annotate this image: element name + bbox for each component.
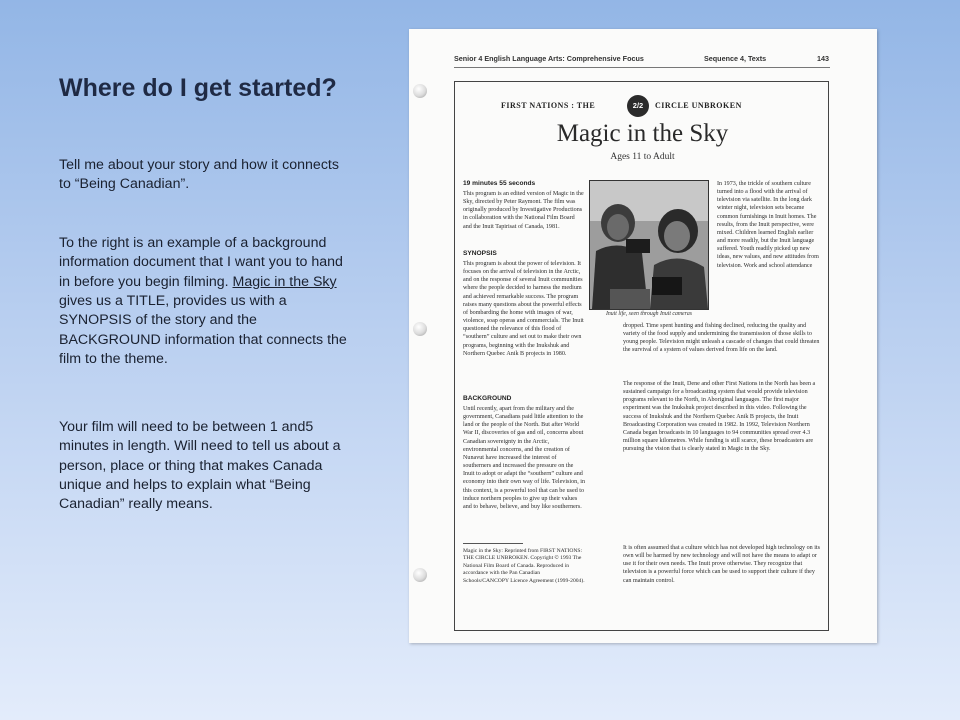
intro-text: This program is an edited version of Magic in the Sky, directed by Peter Raymont. The film was originally produced by Investigative Productions in collaboration with the National Film Board and the Inuit Tapirisat of Canada, 1981.: [463, 191, 584, 230]
document-header: [454, 54, 829, 66]
credit-rule: [463, 543, 523, 544]
requirements-paragraph: Your film will need to be between 1 and5 minutes in length. Will need to tell us about a person, place or thing that makes Canada unique and helps to explain what “Being Canadian” really means.: [59, 419, 341, 513]
header-page-number: 143: [817, 54, 829, 63]
conclusion-paragraph: It is often assumed that a culture which has not developed high technology on its own will be harmed by new technology and will not have the means to adapt or use it for their own needs. The Inuit prove otherwise. They recognize that television is a powerful force which can be used to support their culture if they can maintain control.: [623, 545, 820, 584]
binder-hole-icon: [413, 568, 427, 582]
document-scan: [409, 29, 877, 643]
intro-paragraph: Tell me about your story and how it connects to “Being Canadian”.: [59, 157, 339, 193]
credit-text: Magic in the Sky: Reprinted from FIRST NATIONS: THE CIRCLE UNBROKEN. Copyright © 1993 The National Film Board of Canada. Reproduced in accordance with the Pan Canadian Schools/CANCOPY Licence Agreement (1999-2004).: [463, 548, 585, 584]
photo-illustration: [590, 181, 708, 309]
photo-caption: Inuit life, seen through Inuit cameras: [605, 311, 693, 317]
header-rule: [454, 67, 830, 68]
example-text-end: gives us a TITLE, provides us with a SYNOPSIS of the story and the BACKGROUND information that connects the film to the theme.: [59, 292, 347, 367]
right-column-text: In 1973, the trickle of southern culture turned into a flood with the arrival of television via satellite. In the long dark winter night, television sets became common furnishings in Inuit homes. The results, from the Inuit perspective, were mixed. Children learned English earlier and more readily, but the Inuit language suffered. Youth readily picked up new ideas, new values, and new attitudes from television. Work and school attendance: [717, 181, 819, 269]
photo-inuit-people: [589, 180, 709, 310]
continuation-text: dropped. Time spent hunting and fishing declined, reducing the quality and variety of the food supply and undermining the transmission of those skills to young people. Television might unleash a cascade of changes that could threaten the survival of a system of values derived from life on the land.: [623, 323, 820, 354]
synopsis-heading: SYNOPSIS: [463, 250, 497, 257]
binder-hole-icon: [413, 322, 427, 336]
response-paragraph: The response of the Inuit, Dene and other First Nations in the North has been a sustained campaign for a broadcasting system that would provide television programs relevant to the North, in Aboriginal languages. The first major experiment was the Inukshuk project described in this video. Following the success of Inukshuk and the Northern Quebec Anik B projects, the Inuit Broadcasting Corporation was created in 1982. In 1992, Television Northern Canada began broadcasts in 10 languages to 94 communities spread over 4.3 million square kilometres. While funding is still scarce, these broadcasters are pursuing the vision that is clearly stated in Magic in the Sky.: [623, 381, 816, 453]
film-title: Magic in the Sky: [556, 120, 729, 147]
header-course: Senior 4 English Language Arts: Comprehensive Focus: [454, 54, 644, 63]
example-paragraph: [59, 234, 349, 369]
example-text-start: To the right is an example of a background information document that I want you to hand in before you begin filming.: [59, 235, 343, 290]
slide-title: Where do I get started?: [59, 74, 337, 102]
header-sequence: Sequence 4, Texts: [704, 54, 767, 63]
background-text: Until recently, apart from the military and the government, Canadians paid little attention to the land or the people of the North. But after World War II, discoveries of gas and oil, concerns about Canadian sovereignty in the Arctic, environmental concerns, and the creation of Nunavut have increased the interest of southerners and increased the pressure on the Inuit to adopt or adapt the “southern” culture and economy into their own way of life. Television, in this context, is a powerful tool that can be used to induce northern peoples to give up their values and to behave, believe, and buy like southerners.: [463, 406, 585, 510]
document-box: [454, 81, 829, 631]
film-ages: Ages 11 to Adult: [610, 152, 675, 162]
background-heading: BACKGROUND: [463, 395, 512, 402]
binder-hole-icon: [413, 84, 427, 98]
series-banner: [501, 95, 791, 117]
synopsis-text: This program is about the power of television. It focuses on the arrival of television in the Arctic, and on the response of several Inuit communities where the people decided to harness the medium and achieved remarkable success. The program raises many questions about the powerful effects of bombarding the home with images of war, violence, soap operas and commercials. The Inuit questioned the relevance of this flood of “southern” culture and set out to make their own programs, beginning with the Inukshuk and Northern Quebec Anik B projects in 1980.: [463, 261, 584, 357]
series-badge: 2/2: [627, 95, 649, 117]
series-name-left: FIRST NATIONS : THE: [501, 101, 596, 110]
series-name-right: CIRCLE UNBROKEN: [655, 101, 742, 110]
runtime: 19 minutes 55 seconds: [463, 180, 536, 187]
film-title-underlined: Magic in the Sky: [232, 273, 337, 290]
